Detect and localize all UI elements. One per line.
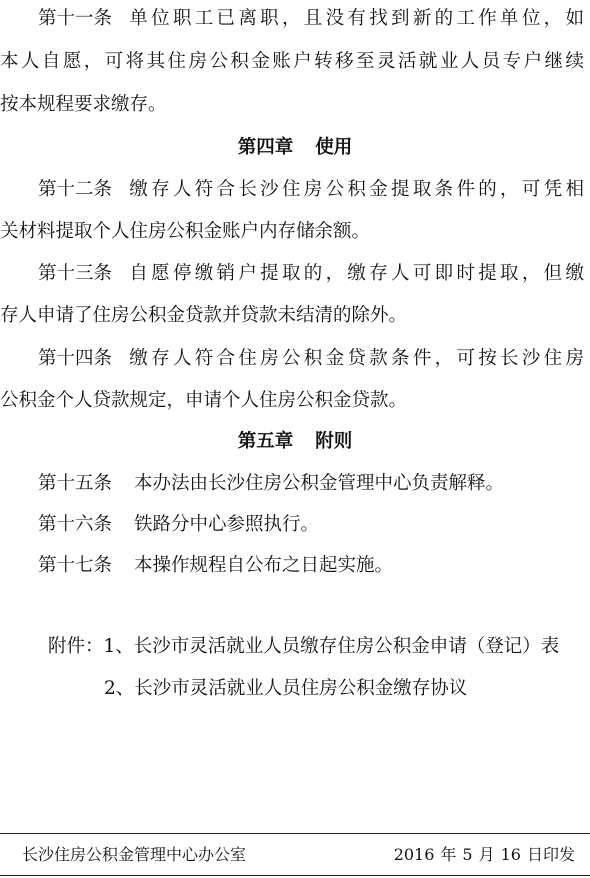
article-11-label: 第十一条 — [38, 8, 113, 29]
article-16-line — [0, 512, 590, 538]
attachments-line-1 — [48, 634, 588, 660]
footer-month-unit: 月 — [478, 845, 495, 864]
article-11-line-1 — [0, 6, 590, 32]
article-12-text-1: 缴存人符合长沙住房公积金提取条件的，可凭相 — [126, 179, 584, 200]
chapter-5-title: 附则 — [315, 431, 353, 452]
article-14-label: 第十四条 — [38, 348, 113, 369]
footer-issue-date — [391, 843, 578, 867]
article-11-line-2: 本人自愿，可将其住房公积金账户转移至灵活就业人员专户继续 — [0, 51, 584, 72]
article-14-text-1: 缴存人符合住房公积金贷款条件，可按长沙住房 — [126, 348, 584, 369]
article-11-text-1: 单位职工已离职，且没有找到新的工作单位，如 — [126, 8, 584, 29]
chapter-5-heading — [0, 429, 590, 455]
chapter-4-number: 第四章 — [237, 137, 294, 158]
footer-day-unit: 日印发 — [526, 845, 575, 864]
article-16-label: 第十六条 — [38, 514, 113, 535]
article-13-line-1 — [0, 261, 590, 287]
chapter-4-heading — [0, 135, 590, 161]
chapter-4-title: 使用 — [315, 137, 353, 158]
footer-issuer: 长沙住房公积金管理中心办公室 — [22, 845, 247, 864]
article-12-line-1 — [0, 177, 590, 203]
footer-day: 16 — [500, 845, 521, 864]
article-17-label: 第十七条 — [38, 555, 113, 576]
footer-year: 2016 — [393, 845, 435, 864]
article-15-line — [0, 471, 590, 497]
attachment-item-2: 2、长沙市灵活就业人员住房公积金缴存协议 — [104, 678, 468, 699]
footer-month: 5 — [462, 845, 473, 864]
article-16-text: 铁路分中心参照执行。 — [134, 514, 320, 535]
footer-top-rule — [0, 833, 590, 834]
article-12-line-2: 关材料提取个人住房公积金账户内存储余额。 — [0, 221, 371, 242]
article-15-label: 第十五条 — [38, 473, 113, 494]
footer-bottom-rule — [0, 875, 590, 876]
attachments-prefix: 附件： — [48, 636, 104, 657]
chapter-5-number: 第五章 — [237, 431, 294, 452]
article-15-text: 本办法由长沙住房公积金管理中心负责解释。 — [134, 473, 505, 494]
article-17-line — [0, 553, 590, 579]
article-13-label: 第十三条 — [38, 263, 113, 284]
article-13-text-1: 自愿停缴销户提取的，缴存人可即时提取，但缴 — [126, 263, 584, 284]
article-13-line-2: 存人申请了住房公积金贷款并贷款未结清的除外。 — [0, 305, 408, 326]
article-14-line-1 — [0, 346, 590, 372]
attachment-item-1: 1、长沙市灵活就业人员缴存住房公积金申请（登记）表 — [103, 636, 560, 657]
article-14-line-2: 公积金个人贷款规定，申请个人住房公积金贷款。 — [0, 390, 408, 411]
article-12-label: 第十二条 — [38, 179, 113, 200]
article-11-line-3: 按本规程要求缴存。 — [0, 94, 167, 115]
attachments-line-2 — [104, 676, 584, 702]
footer-year-unit: 年 — [440, 845, 457, 864]
article-17-text: 本操作规程自公布之日起实施。 — [134, 555, 394, 576]
